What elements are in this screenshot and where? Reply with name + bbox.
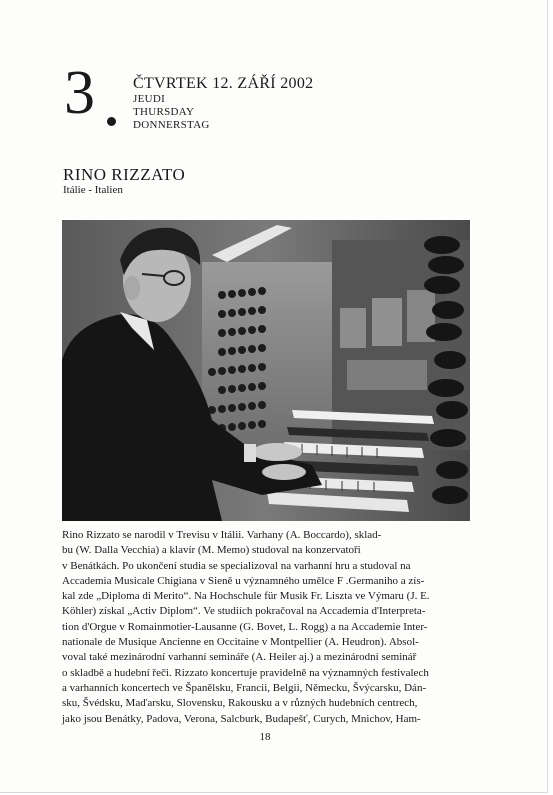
bio-line: Rino Rizzato se narodil v Trevisu v Itálii. Varhany (A. Boccardo), sklad- [62, 529, 382, 541]
bio-line: voval také mezinárodní varhanní semináře (A. Heiler aj.) a mezinárodní seminář [62, 651, 417, 664]
day-number: 3 [64, 59, 96, 127]
bio-line: a varhanních koncertech ve Španělsku, Francii, Belgii, Německu, Švýcarsku, Dán- [62, 681, 427, 694]
bio-line: Köhler) získal „Activ Diplom“. Ve studiích pokračoval na Accademia d'Interpreta- [62, 605, 426, 618]
date-french: JEUDI [133, 93, 166, 105]
bio-line: v Benátkách. Po ukončení studia se specializoval na varhanní hru a studoval na [62, 559, 411, 572]
page-number: 18 [259, 731, 271, 743]
performer-biography [62, 528, 470, 727]
performer-name: RINO RIZZATO [63, 165, 186, 184]
bio-line: sku, Švédsku, Maďarsku, Slovensku, Rakousku a v různých hudebních centrech, [62, 697, 418, 710]
date-english: THURSDAY [133, 106, 195, 118]
day-number-dot [107, 117, 116, 126]
bio-line: kal zde „Diploma di Merito“. Na Hochschule für Musik Fr. Liszta ve Výmaru (J. E. [62, 590, 430, 603]
bio-line: jako jsou Benátky, Padova, Verona, Salcburk, Budapešť, Curych, Mnichov, Ham- [62, 712, 421, 725]
date-german: DONNERSTAG [133, 119, 210, 131]
organist-at-console-image [62, 220, 470, 521]
bio-line: Accademia Musicale Chigiana v Sieně u významného umělce F .Germaniho a zís- [62, 574, 425, 587]
performer-country: Itálie - Italien [63, 184, 123, 196]
bio-line: nationale de Musique Ancienne en Occitaine v Montpellier (A. Heudron). Absol- [62, 636, 419, 649]
date-block [133, 75, 313, 132]
bio-line: o skladbě a hudební řeči. Rizzato koncertuje pravidelně na významných festivalech [62, 666, 429, 679]
bio-line: bu (W. Dalla Vecchia) a klavír (M. Memo) studoval na konzervatoři [62, 544, 361, 557]
performer-photo [62, 220, 470, 521]
date-czech: ČTVRTEK 12. ZÁŘÍ 2002 [133, 75, 314, 92]
bio-line: tion d'Orgue v Romainmotier-Lausanne (G. Bovet, L. Rogg) a na Accademie Inter- [62, 620, 428, 633]
